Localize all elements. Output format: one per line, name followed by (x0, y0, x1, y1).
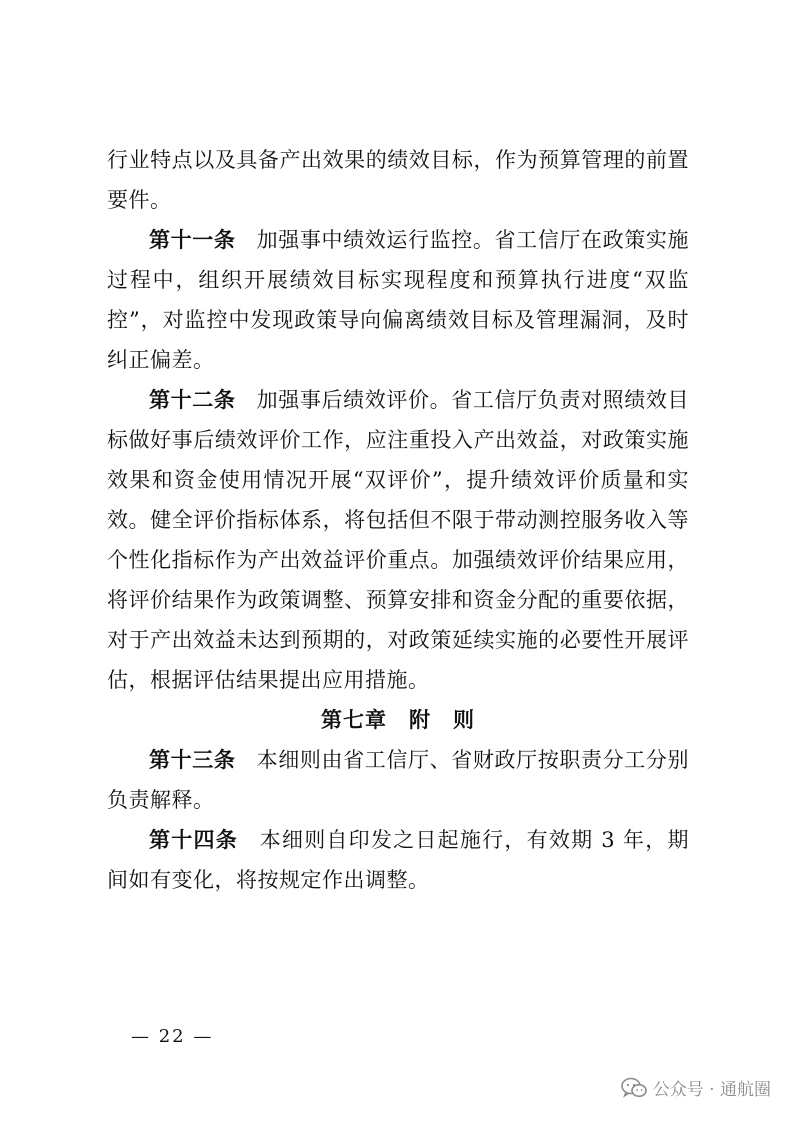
article-14-heading: 第十四条 (149, 828, 238, 852)
article-12-heading: 第十二条 (149, 388, 236, 412)
continuation-paragraph: 行业特点以及具备产出效果的绩效目标，作为预算管理的前置要件。 (107, 148, 689, 212)
article-11 (107, 220, 689, 380)
article-11-body: 加强事中绩效运行监控。省工信厅在政策实施过程中，组织开展绩效目标实现程度和预算执行进度“双监控”，对监控中发现政策导向偏离绩效目标及管理漏洞，及时纠正偏差。 (107, 228, 689, 372)
article-11-heading: 第十一条 (149, 228, 236, 252)
article-14-body: 本细则自印发之日起施行，有效期 3 年，期间如有变化，将按规定作出调整。 (107, 828, 689, 892)
article-13 (107, 740, 689, 820)
article-14 (107, 820, 689, 900)
article-13-body: 本细则由省工信厅、省财政厅按职责分工分别负责解释。 (107, 748, 689, 812)
document-page (107, 140, 689, 900)
article-13-heading: 第十三条 (149, 748, 236, 772)
watermark-text: 公众号 · 通航圈 (652, 1080, 771, 1100)
article-12-body: 加强事后绩效评价。省工信厅负责对照绩效目标做好事后绩效评价工作，应注重投入产出效益，对政策实施效果和资金使用情况开展“双评价”，提升绩效评价质量和实效。健全评价指标体系，将包括但不限于带动测控服务收入等个性化指标作为产出效益评价重点。加强绩效评价结果应用，将评价结果作为政策调整、预算安排和资金分配的重要依据，对于产出效益未达到预期的，对政策延续实施的必要性开展评估，根据评估结果提出应用措施。 (107, 388, 689, 692)
article-12 (107, 380, 689, 700)
chapter-title: 第七章 附 则 (321, 708, 475, 732)
wechat-icon (621, 1077, 647, 1099)
page-number: — 22 — (131, 1026, 214, 1047)
watermark (621, 1075, 771, 1100)
